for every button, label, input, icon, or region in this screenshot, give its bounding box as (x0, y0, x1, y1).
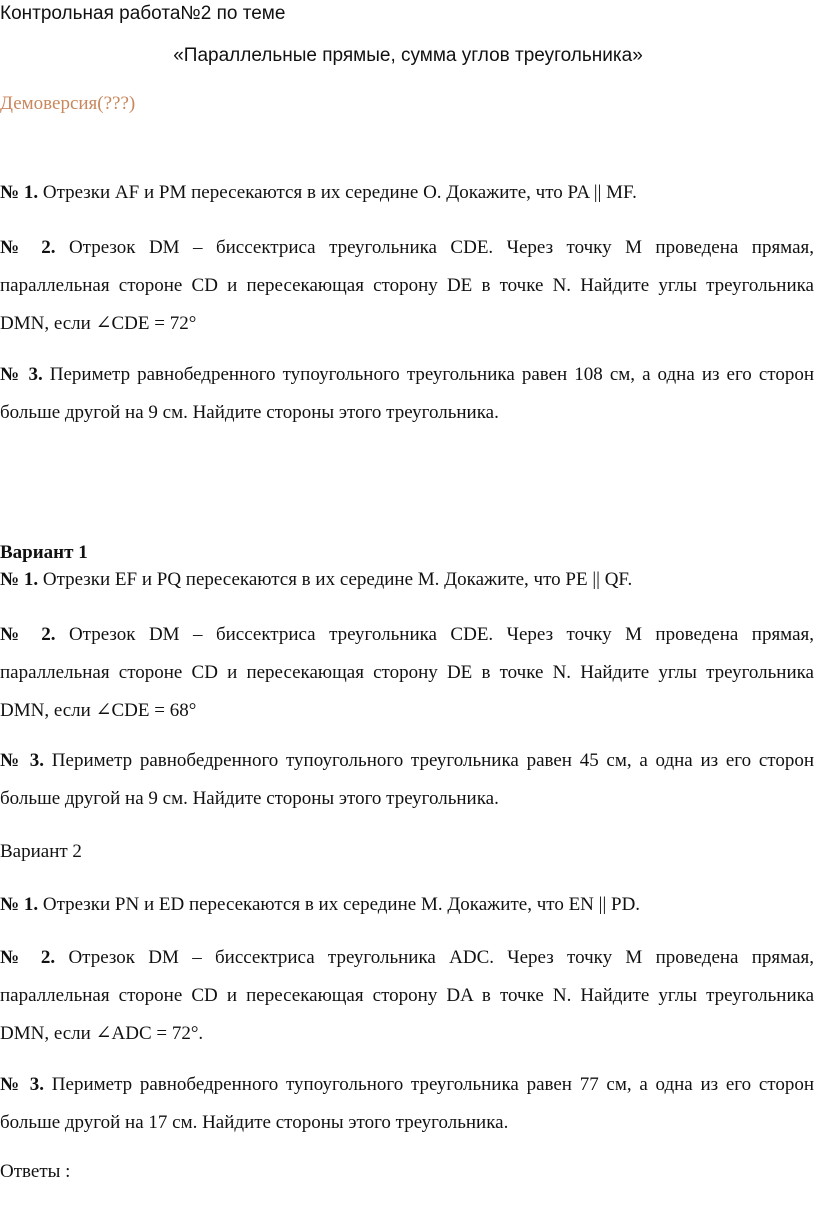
task-text: Отрезки PN и ED пересекаются в их середине M. Докажите, что EN || PD. (38, 894, 641, 915)
task-number: № 3. (0, 364, 43, 385)
demo-task-2 (0, 229, 814, 343)
variant-1-task-1 (0, 561, 814, 599)
task-text: Отрезок DM – биссектриса треугольника CDE. Через точку M проведена прямая, параллельная стороне CD и пересекающая сторону DE в точке N. Найдите углы треугольника DMN, если ∠CDE = 68° (0, 624, 814, 721)
task-number: № 2. (0, 624, 56, 645)
task-text: Отрезок DM – биссектриса треугольника ADC. Через точку M проведена прямая, параллельная стороне CD и пересекающая сторону DA в точке N. Найдите углы треугольника DMN, если ∠ADC = 72°. (0, 947, 814, 1044)
document-subtitle: «Параллельные прямые, сумма углов треугольника» (173, 45, 643, 66)
task-text: Отрезки AF и PM пересекаются в их середине O. Докажите, что PA || MF. (38, 182, 637, 203)
task-number: № 2. (0, 237, 56, 258)
task-number: № 1. (0, 182, 39, 203)
variant-1-task-3 (0, 742, 814, 818)
variant-2-task-1 (0, 886, 814, 924)
task-text: Периметр равнобедренного тупоугольного треугольника равен 77 см, а одна из его сторон больше другой на 17 см. Найдите стороны этого треугольника. (0, 1074, 815, 1133)
demo-task-3 (0, 356, 814, 432)
task-text: Периметр равнобедренного тупоугольного треугольника равен 45 см, а одна из его сторон больше другой на 9 см. Найдите стороны этого треугольника. (0, 750, 815, 809)
variant-2-heading: Вариант 2 (0, 841, 82, 862)
task-number: № 3. (0, 1074, 45, 1095)
task-number: № 3. (0, 750, 45, 771)
demo-version-label: Демоверсия(???) (0, 93, 136, 114)
variant-2-task-2 (0, 939, 814, 1053)
task-text: Отрезок DM – биссектриса треугольника CDE. Через точку M проведена прямая, параллельная стороне CD и пересекающая сторону DE в точке N. Найдите углы треугольника DMN, если ∠CDE = 72° (0, 237, 814, 334)
answers-label: Ответы : (0, 1161, 71, 1182)
task-text: Периметр равнобедренного тупоугольного треугольника равен 108 см, а одна из его сторон больше другой на 9 см. Найдите стороны этого треугольника. (0, 364, 815, 423)
task-number: № 2. (0, 947, 56, 968)
document-title: Контрольная работа№2 по теме (0, 3, 286, 24)
task-number: № 1. (0, 569, 39, 590)
variant-1-task-2 (0, 616, 814, 730)
variant-2-task-3 (0, 1066, 814, 1142)
variant-1-heading: Вариант 1 (0, 542, 88, 563)
demo-task-1 (0, 174, 814, 212)
task-text: Отрезки EF и PQ пересекаются в их середине M. Докажите, что PE || QF. (38, 569, 633, 590)
task-number: № 1. (0, 894, 39, 915)
